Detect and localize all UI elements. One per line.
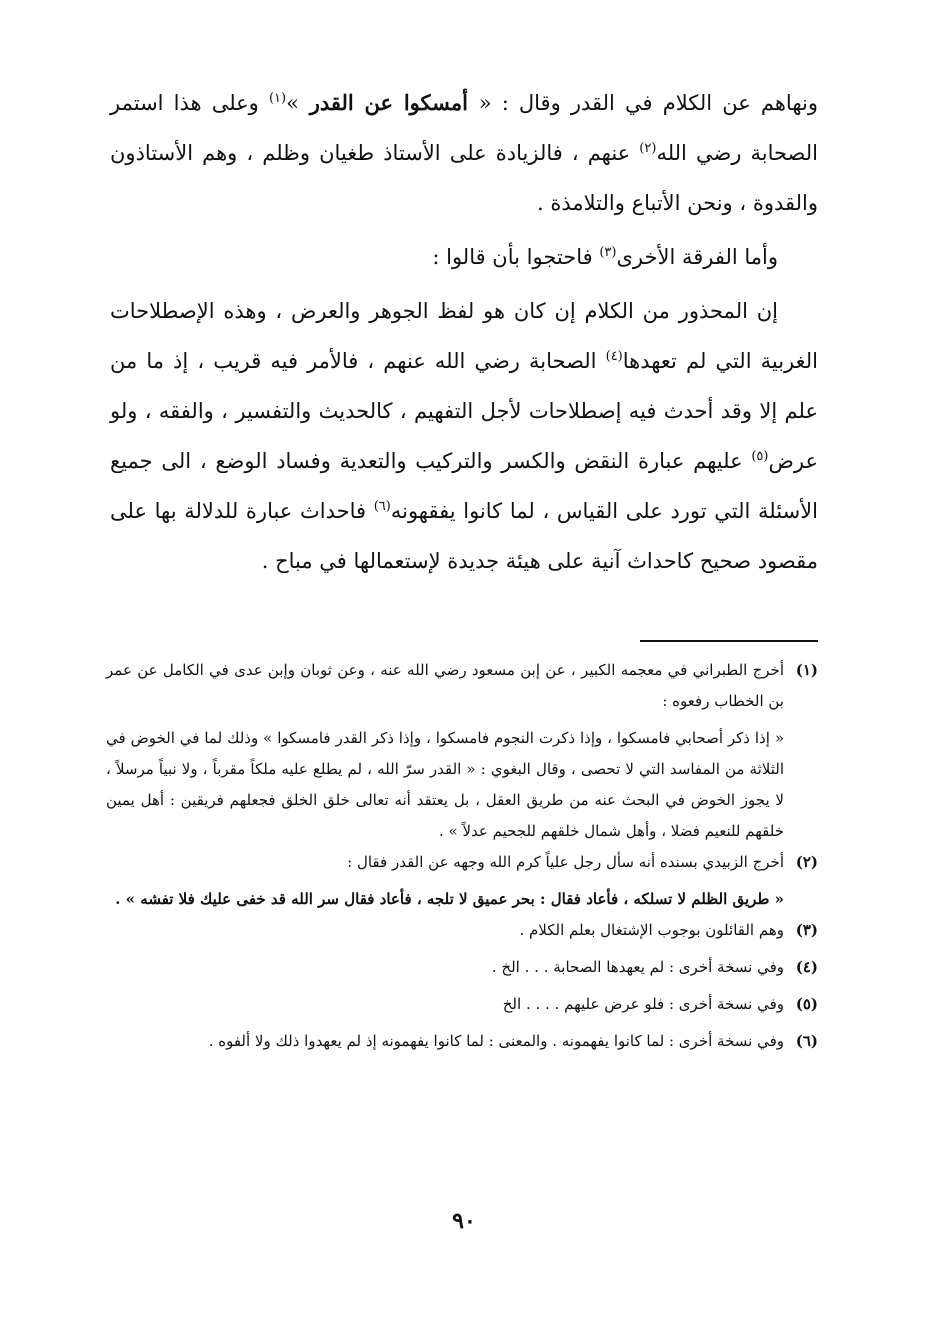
paragraph-3: [110, 286, 818, 586]
footnote-number: (١): [795, 661, 818, 679]
footnote-text: وفي نسخة أخرى : فلو عرض عليهم . . . . الخ: [502, 995, 784, 1013]
text-run: »: [286, 91, 299, 115]
footnote-3: [106, 915, 818, 946]
footnote-text: أخرج الزبيدي بسنده أنه سأل رجل علياً كرم الله وجهه عن القدر فقال :: [347, 853, 784, 871]
text-run: إن المحذور من الكلام إن كان هو لفظ الجوهر والعرض ، وهذه الإصطلاحات الغربية التي لم تعهدها: [110, 299, 819, 373]
footnote-4: [106, 952, 818, 983]
footnote-number: (٢): [795, 853, 818, 871]
footnote-number: (٦): [795, 1032, 818, 1050]
footnote-number: (٣): [795, 921, 818, 939]
footnote-5: [106, 989, 818, 1020]
footnote-1: [106, 655, 818, 717]
footnote-text: وفي نسخة أخرى : لم يعهدها الصحابة . . . الخ .: [491, 958, 784, 976]
page-number: ٩٠: [452, 1208, 476, 1234]
paragraph-2: [110, 232, 818, 282]
text-run: فاحداث عبارة للدلالة بها على مقصود صحيح كاحداث آنية على هيئة جديدة لإستعمالها في مباح .: [110, 499, 818, 573]
footnote-ref: (٣): [599, 245, 617, 260]
paragraph-1: [110, 78, 818, 228]
footnote-text: وهم القائلون بوجوب الإشتغال بعلم الكلام .: [519, 921, 784, 939]
text-run: الصحابة رضي الله عنهم ، فالأمر فيه قريب ، إذ ما من علم إلا وقد أحدث فيه إصطلاحات لأجل التفهيم ، كالحديث والتفسير ، والفقه ، ولو عرض: [110, 349, 818, 473]
text-run: وأما الفرقة الأخرى: [616, 245, 778, 269]
text-run: وعلى هذا استمر الصحابة رضي الله: [110, 91, 818, 165]
footnote-quote: « طريق الظلم لا تسلكه ، فأعاد فقال : بحر عميق لا تلجه ، فأعاد فقال سر الله قد خفى عليك فلا تفشه » .: [115, 890, 784, 908]
hadith-quote: أمسكوا عن القدر: [298, 90, 479, 115]
main-text: [110, 78, 818, 586]
footnote-ref: (٤): [605, 349, 623, 364]
footnote-ref: (٢): [639, 141, 657, 156]
text-run: عنهم ، فالزيادة على الأستاذ طغيان وظلم ، وهم الأستاذون والقدوة ، ونحن الأتباع والتلامذة .: [110, 141, 818, 215]
footnote-6: [106, 1026, 818, 1057]
footnote-number: (٥): [795, 995, 818, 1013]
footnote-quote: « إذا ذكر أصحابي فامسكوا ، وإذا ذكرت النجوم فامسكوا ، وإذا ذكر القدر فامسكوا » وذلك لما في الخوض في الثلاثة من المفاسد التي لا تحصى ، وقال البغوي : « القدر سرّ الله ، لم يطلع عليه ملكاً مقرباً ، ولا نبياً مرسلاً ، لا يجوز الخوض في البحث عنه من طريق العقل ، بل يعتقد أنه تعالى خلق الخلق فجعلهم فريقين : أهل يمين خلقهم للنعيم فضلا ، وأهل شمال خلقهم للجحيم عدلاً » .: [106, 729, 784, 840]
footnote-text: أخرج الطبراني في معجمه الكبير ، عن إبن مسعود رضي الله عنه ، وعن ثوبان وإبن عدى في الكامل عن عمر بن الخطاب رفعوه :: [106, 661, 784, 710]
text-run: عليهم عبارة النقض والكسر والتركيب والتعدية وفساد الوضع ، الى جميع الأسئلة التي تورد على القياس ، لما كانوا يفقهونه: [110, 449, 818, 523]
text-run: فاحتجوا بأن قالوا :: [432, 245, 600, 269]
footnote-ref: (٦): [373, 499, 391, 514]
footnote-number: (٤): [795, 958, 818, 976]
footnote-ref: (١): [268, 91, 287, 106]
footnote-2: [106, 847, 818, 878]
footnotes: [106, 655, 818, 1057]
footnote-ref: (٥): [751, 449, 769, 464]
footnote-text: وفي نسخة أخرى : لما كانوا يفهمونه . والمعنى : لما كانوا يفهمونه إذ لم يعهدوا ذلك ولا ألفوه .: [208, 1032, 784, 1050]
text-run: ونهاهم عن الكلام في القدر وقال : «: [478, 91, 818, 115]
footnote-separator: [640, 640, 818, 642]
